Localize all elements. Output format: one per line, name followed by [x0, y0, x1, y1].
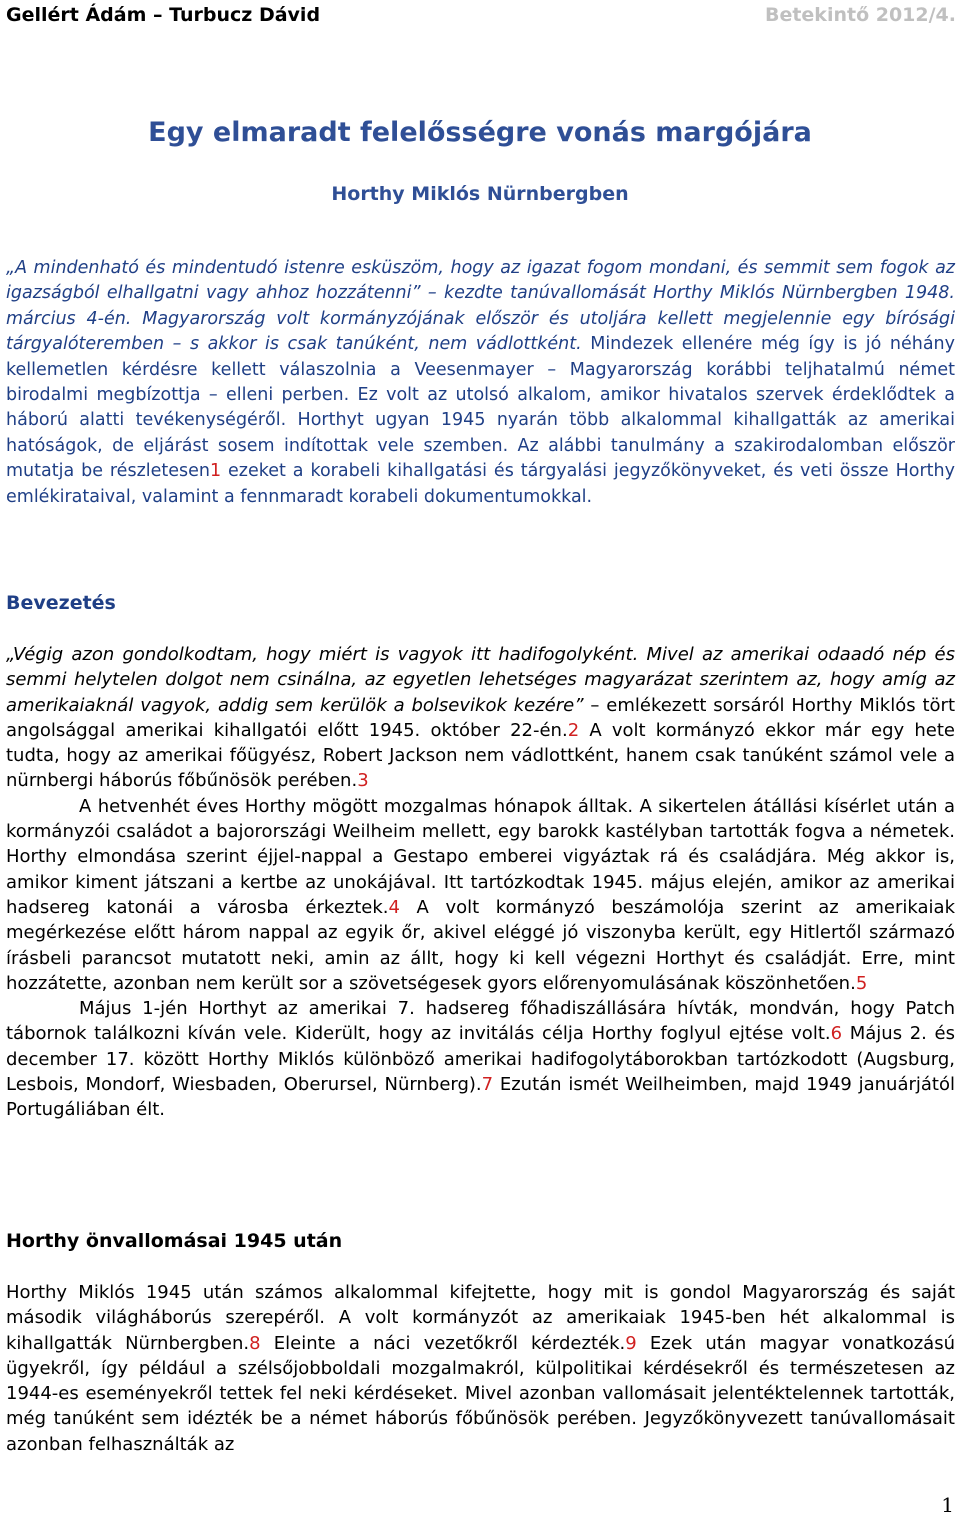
footnote-ref-6[interactable]: 6	[830, 1023, 843, 1045]
paragraph	[6, 1280, 955, 1457]
paragraph-text: A hetvenhét éves Horthy mögött mozgalmas hónapok álltak. A sikertelen átállási kísérlet után a kormányzói családot a bajorországi Weilheim mellett, egy barokk kastélyban tartották fogva a németek. Horthy elmondása szerint éjjel-nappal a Gestapo emberei vigyáztak rá és családjára. Még akkor is, amikor kiment játszani a kertbe az unokájával. Itt tartózkodtak 1945. május elején, amikor az amerikai hadsereg katonái a városba érkeztek.	[6, 795, 955, 918]
section-intro-body	[6, 642, 955, 1123]
footnote-ref-3[interactable]: 3	[357, 770, 369, 792]
abstract	[6, 256, 955, 510]
footnote-ref-8[interactable]: 8	[249, 1332, 261, 1354]
abstract-intro: – kezdte tanúvallomását Horthy Miklós Nürnbergben 1948. március 4-én. Magyarország volt kormányzójának először és utoljára kellett megjelennie egy bírósági tárgyalóteremben – s akkor is csak tanúként, nem vádlottként.	[6, 283, 955, 355]
abstract-text-3: ezeket a korabeli kihallgatási és tárgyalási jegyzőkönyveket, és veti össze Horthy emlékirataival, valamint a fennmaradt korabeli dokumentumokkal.	[6, 461, 955, 507]
header-authors: Gellért Ádám – Turbucz Dávid	[6, 4, 321, 26]
paragraph-text: – emlékezett sorsáról Horthy Miklós tört angolsággal amerikai kihallgatói előtt 1945. október 22-én.	[6, 694, 956, 741]
paragraph	[6, 996, 955, 1122]
abstract-quote: „A mindenható és mindentudó istenre esküszöm, hogy az igazat fogom mondani, és semmit sem fogok az igazságból elhallgatni vagy ahhoz hozzátenni”	[6, 258, 955, 304]
paragraph-text: Ezután ismét Weilheimben, majd 1949 januárjától Portugáliában élt.	[6, 1074, 955, 1121]
paragraph-text: A volt kormányzó beszámolója szerint az amerikaiak megérkezése előtt három nappal az egyik őr, akivel eléggé jó viszonyba került, egy Hitlertől származó írásbeli parancsot mutatott neki, amin az állt, hogy ki kell végezni Horthyt és családját. Erre, mint hozzátette, azonban nem került sor a szövetségesek gyors előrenyomulásának köszönhetően.	[6, 896, 955, 994]
section-heading-intro: Bevezetés	[6, 592, 116, 614]
article-title: Egy elmaradt felelősségre vonás margójára	[148, 117, 812, 148]
paragraph-text: Május 1-jén Horthyt az amerikai 7. hadsereg főhadiszállására hívták, mondván, hogy Patch tábornok találkozni kíván vele. Kiderült, hogy az invitálás célja Horthy foglyul ejtése volt.	[6, 998, 955, 1045]
paragraph	[6, 642, 955, 794]
memoir-quote: „Végig azon gondolkodtam, hogy miért is vagyok itt hadifogolyként. Mivel az amerikai odaadó nép és semmi helytelen dolgot nem csinálna, az egyetlen lehetséges magyarázat szerintem az, hogy amíg az amerikaiaknál vagyok, addig sem kerülök a bolsevikok kezére”	[6, 644, 955, 716]
paragraph-text: A volt kormányzó ekkor már egy hete tudta, hogy az amerikai főügyész, Robert Jackson nem vádlottként, hanem csak tanúként számol vele a nürnbergi háborús főbűnösök perében.	[6, 719, 955, 792]
footnote-ref-1[interactable]: 1	[209, 461, 222, 482]
running-header	[6, 4, 956, 30]
header-journal: Betekintő 2012/4.	[764, 4, 956, 26]
page-number: 1	[941, 1493, 954, 1517]
paragraph	[6, 794, 955, 996]
footnote-ref-9[interactable]: 9	[625, 1332, 637, 1354]
footnote-ref-4[interactable]: 4	[388, 896, 400, 918]
paragraph-text: Május 2. és december 17. között Horthy Miklós különböző amerikai hadifogolytáborokban tartózkodott (Augsburg, Lesbois, Mondorf, Wiesbaden, Oberursel, Nürnberg).	[6, 1023, 956, 1096]
abstract-text-1: Mindezek ellenére még így is jó néhány kellemetlen kérdésre kellett válaszolnia a Veesenmayer – Magyarország korábbi teljhatalmú német birodalmi megbízottja – elleni perben.	[6, 334, 955, 406]
section-heading-confessions: Horthy önvallomásai 1945 után	[6, 1230, 343, 1252]
paragraph-text: Horthy Miklós 1945 után számos alkalommal kifejtette, hogy mit is gondol Magyarország és saját második világháborús szerepéről. A volt kormányzót az amerikaiak 1945-ben hét alkalommal is kihallgatták Nürnbergben.	[6, 1282, 955, 1354]
paragraph-text: Ezek után magyar vonatkozású ügyekről, így például a szélsőjobboldali mozgalmakról, külpolitikai kérdésekről és természetesen az 1944-es eseményekről tettek fel neki kérdéseket. Mivel azonban vallomásait jelentéktelennek tartották, még tanúként sem idézték be a német háborús főbűnösök perében. Jegyzőkönyvezett tanúvallomásait azonban felhasználták az	[6, 1332, 955, 1455]
section-confessions-body	[6, 1280, 955, 1457]
article-subtitle: Horthy Miklós Nürnbergben	[331, 183, 629, 205]
footnote-ref-7[interactable]: 7	[481, 1074, 494, 1096]
footnote-ref-2[interactable]: 2	[567, 719, 580, 741]
paragraph-text: Eleinte a náci vezetőkről kérdezték.	[260, 1332, 626, 1354]
footnote-ref-5[interactable]: 5	[855, 972, 868, 994]
abstract-text-2: Ez volt az utolsó alkalom, amikor hivatalos szervek érdeklődtek a háború alatti tevékenységéről. Horthyt ugyan 1945 nyarán több alkalommal kihallgatták az amerikai hatóságok, de eljárást sosem indítottak vele szemben. Az alábbi tanulmány a szakirodalomban először mutatja be részletesen	[6, 385, 956, 482]
